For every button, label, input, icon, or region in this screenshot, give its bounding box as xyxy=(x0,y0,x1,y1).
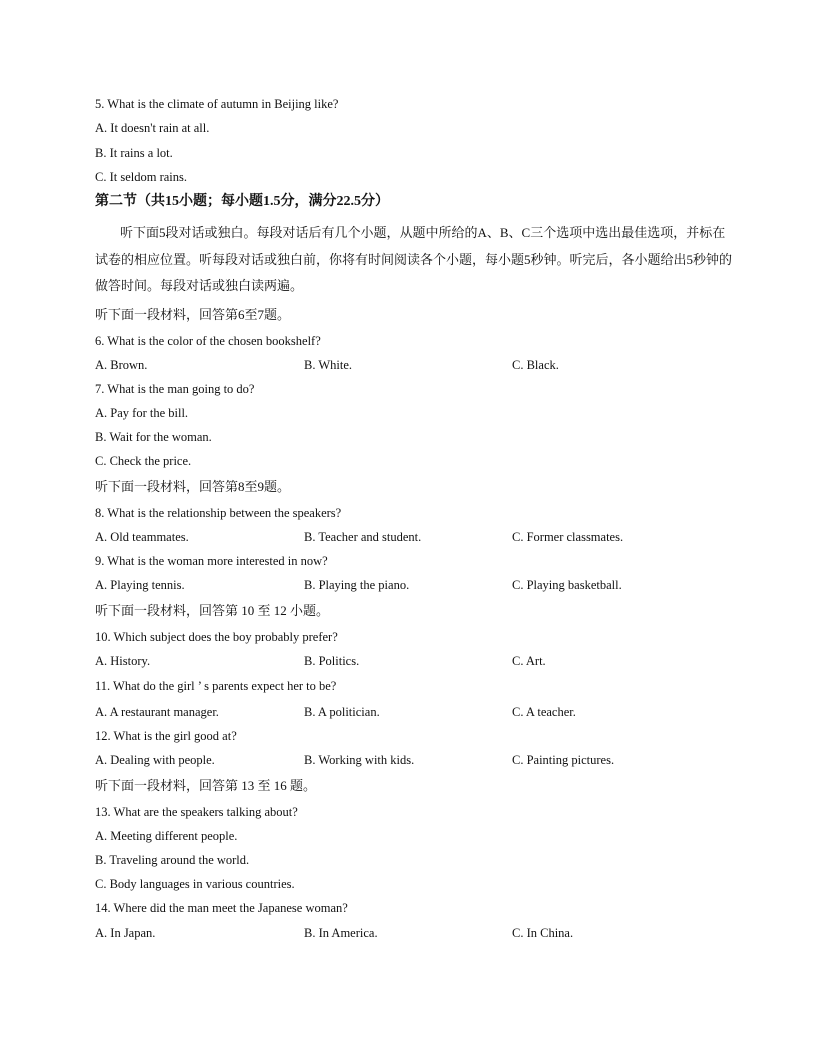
question-8-option-c: C. Former classmates. xyxy=(512,530,624,544)
question-10-option-c: C. Art. xyxy=(512,654,546,668)
question-14-option-c: C. In China. xyxy=(512,926,574,940)
question-11-option-a: A. A restaurant manager. xyxy=(95,705,219,719)
question-7: 7. What is the man going to do? xyxy=(95,382,255,396)
question-12-option-c: C. Painting pictures. xyxy=(512,753,615,767)
question-12-option-b: B. Working with kids. xyxy=(304,753,415,767)
question-12: 12. What is the girl good at? xyxy=(95,729,237,743)
question-11-option-b: B. A politician. xyxy=(304,705,380,719)
question-6-option-a: A. Brown. xyxy=(95,358,148,372)
material-8-9-instruction: 听下面一段材料，回答第8至9题。 xyxy=(95,479,291,494)
question-7-option-a: A. Pay for the bill. xyxy=(95,406,189,420)
section-heading: 第二节（共15小题；每小题1.5分，满分22.5分） xyxy=(95,194,389,209)
question-5-option-c: C. It seldom rains. xyxy=(95,170,188,184)
material-6-7-instruction: 听下面一段材料，回答第6至7题。 xyxy=(95,307,291,322)
question-5-option-a: A. It doesn't rain at all. xyxy=(95,121,210,135)
question-6-option-b: B. White. xyxy=(304,358,353,372)
question-9-option-a: A. Playing tennis. xyxy=(95,578,185,592)
question-12-option-a: A. Dealing with people. xyxy=(95,753,215,767)
question-9: 9. What is the woman more interested in now? xyxy=(95,554,328,568)
question-13-option-a: A. Meeting different people. xyxy=(95,829,238,843)
question-9-option-c: C. Playing basketball. xyxy=(512,578,622,592)
question-14-option-a: A. In Japan. xyxy=(95,926,156,940)
material-13-16-instruction: 听下面一段材料，回答第 13 至 16 题。 xyxy=(95,778,317,793)
question-7-option-c: C. Check the price. xyxy=(95,454,192,468)
question-6-option-c: C. Black. xyxy=(512,358,559,372)
question-10-option-a: A. History. xyxy=(95,654,151,668)
question-9-option-b: B. Playing the piano. xyxy=(304,578,410,592)
question-6: 6. What is the color of the chosen bookshelf? xyxy=(95,334,321,348)
question-7-option-b: B. Wait for the woman. xyxy=(95,430,212,444)
question-13-option-c: C. Body languages in various countries. xyxy=(95,877,295,891)
question-11: 11. What do the girl ’ s parents expect her to be? xyxy=(95,679,337,693)
question-5-option-b: B. It rains a lot. xyxy=(95,146,173,160)
question-13-option-b: B. Traveling around the world. xyxy=(95,853,250,867)
question-8-option-a: A. Old teammates. xyxy=(95,530,189,544)
question-10-option-b: B. Politics. xyxy=(304,654,360,668)
question-13: 13. What are the speakers talking about? xyxy=(95,805,298,819)
question-8: 8. What is the relationship between the speakers? xyxy=(95,506,342,520)
section-instructions: 听下面5段对话或独白。每段对话后有几个小题，从题中所给的A、B、C三个选项中选出最佳选项，并标在试卷的相应位置。听每段对话或独白前，你将有时间阅读各个小题，每小题5秒钟。听完后，各小题给出5秒钟的做答时间。每段对话或独白读两遍。 xyxy=(95,225,733,293)
question-14-option-b: B. In America. xyxy=(304,926,378,940)
material-10-12-instruction: 听下面一段材料，回答第 10 至 12 小题。 xyxy=(95,603,330,618)
question-11-option-c: C. A teacher. xyxy=(512,705,576,719)
question-14: 14. Where did the man meet the Japanese woman? xyxy=(95,901,348,915)
question-8-option-b: B. Teacher and student. xyxy=(304,530,422,544)
question-10: 10. Which subject does the boy probably prefer? xyxy=(95,630,338,644)
question-5: 5. What is the climate of autumn in Beijing like? xyxy=(95,97,339,111)
